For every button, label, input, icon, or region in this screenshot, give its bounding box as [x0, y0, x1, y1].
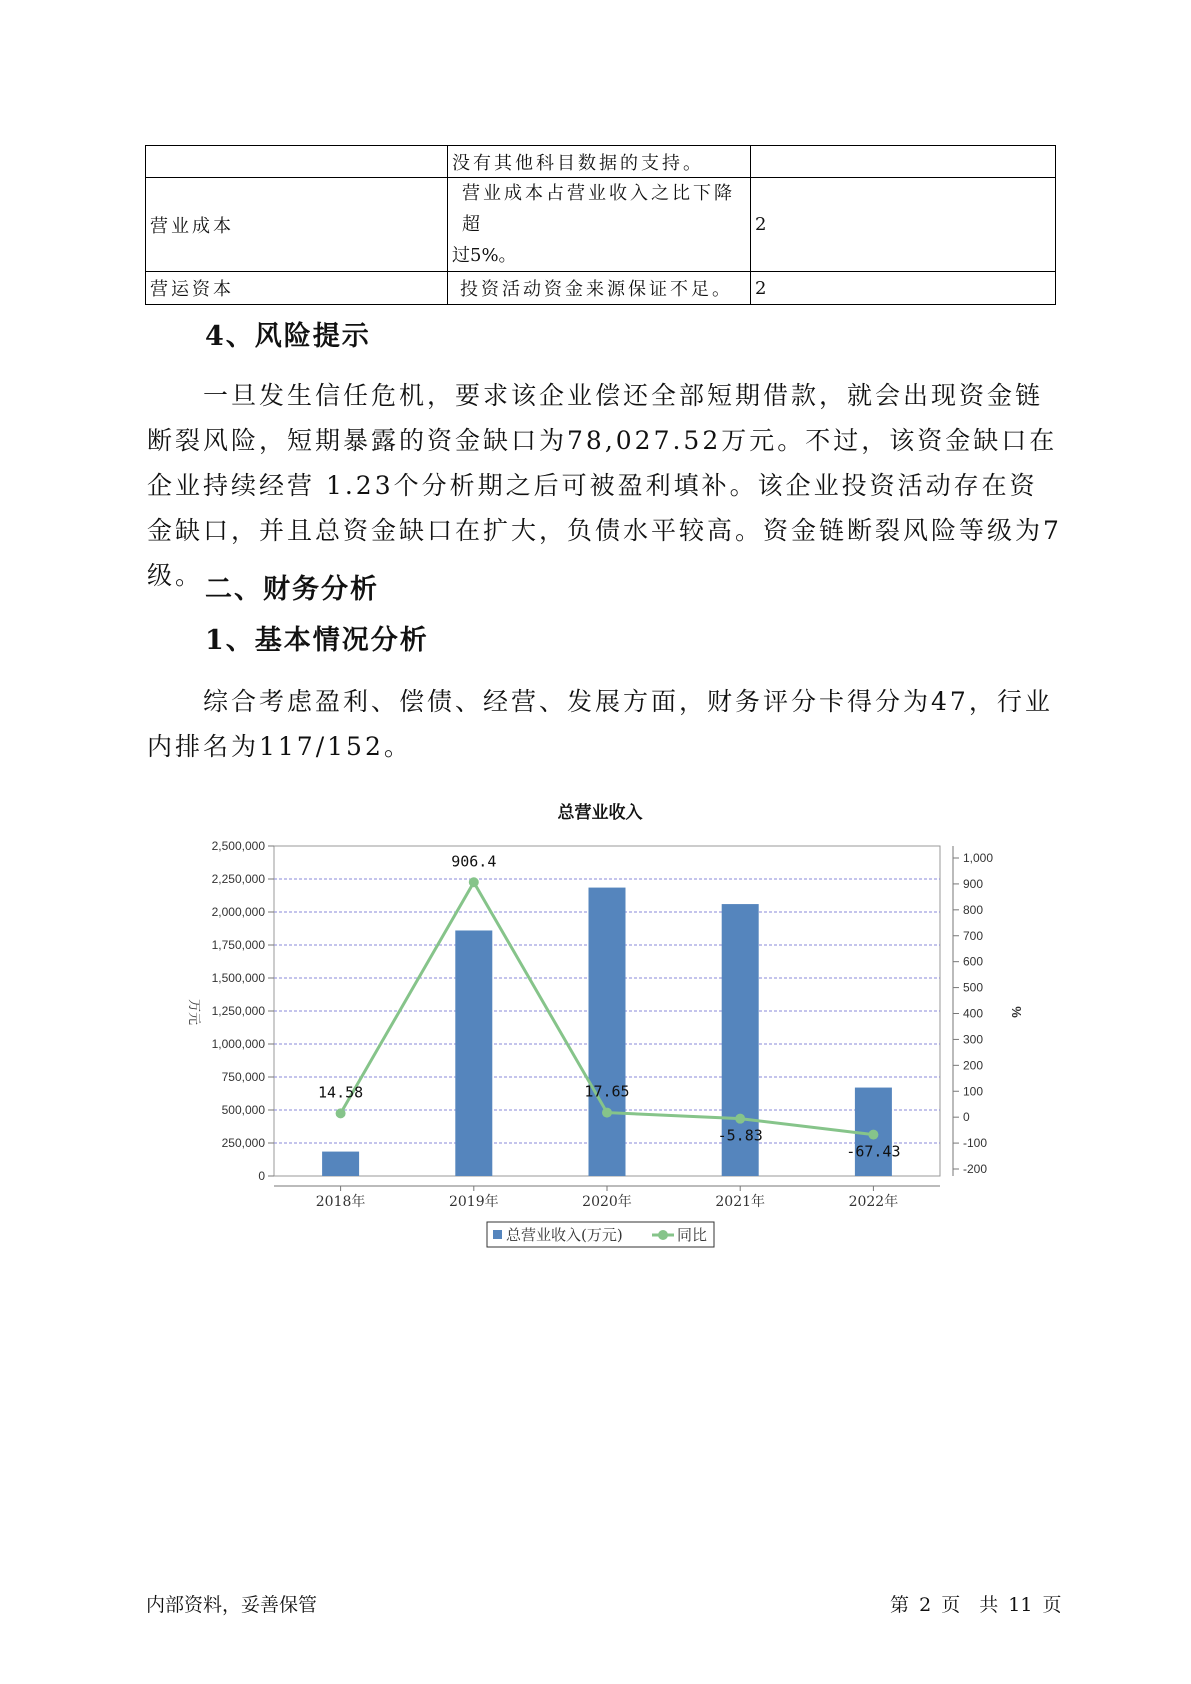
y2-tick-label: -100	[963, 1136, 988, 1151]
risk-heading: 4、风险提示	[205, 321, 371, 352]
y-tick-label: 1,000,000	[211, 1037, 265, 1051]
y-tick-label: 1,250,000	[211, 1004, 265, 1018]
data-label: 906.4	[451, 852, 497, 871]
table-row	[146, 272, 1056, 305]
risk-paragraph: 一旦发生信任危机，要求该企业偿还全部短期借款，就会出现资金链断裂风险，短期暴露的资金缺口为78,027.52万元。不过，该资金缺口在企业持续经营 1.23个分析期之后可被盈利填补。该企业投资活动存在资金缺口，并且总资金缺口在扩大，负债水平较高。资金链断裂风险等级为7级。	[147, 381, 1062, 590]
y2-tick-label: -200	[963, 1162, 988, 1176]
bar-series	[322, 888, 892, 1176]
y2-tick-label: 700	[963, 928, 984, 943]
x-tick-label: 2021年	[715, 1194, 766, 1210]
y-tick-label: 2,000,000	[211, 905, 265, 919]
x-tick-label: 2018年	[315, 1194, 366, 1210]
table-cell: 投资活动资金来源保证不足。	[448, 272, 751, 305]
table-cell-line: 营业成本占营业收入之比下降超	[462, 183, 735, 235]
y2-axis-label: %	[1009, 1006, 1024, 1018]
basic-analysis-heading: 1、基本情况分析	[205, 625, 429, 656]
y2-tick-label: 200	[963, 1058, 984, 1073]
table-cell: 营运资本	[146, 272, 448, 305]
table-cell	[448, 178, 751, 272]
bar	[322, 1152, 359, 1176]
left-axis-ticks	[212, 839, 274, 1183]
revenue-chart	[0, 790, 1191, 1260]
y2-tick-label: 600	[963, 954, 984, 969]
table-row	[146, 178, 1056, 272]
y2-tick-label: 1,000	[963, 851, 994, 865]
table-cell	[146, 146, 448, 178]
risk-table	[145, 145, 1056, 305]
yoy-point	[469, 877, 479, 887]
table-cell: 2	[751, 178, 1056, 272]
y-tick-label: 500,000	[221, 1103, 265, 1117]
yoy-point	[336, 1108, 346, 1118]
x-tick-label: 2022年	[848, 1194, 899, 1210]
yoy-point	[868, 1130, 878, 1140]
x-axis-ticks	[316, 1186, 898, 1210]
y-tick-label: 2,500,000	[211, 839, 265, 853]
page-mid: 页 共	[941, 1594, 999, 1616]
finance-heading: 二、财务分析	[205, 574, 379, 605]
yoy-point	[735, 1114, 745, 1124]
y2-tick-label: 900	[963, 876, 984, 891]
page-prefix: 第	[890, 1594, 910, 1616]
y2-tick-label: 800	[963, 902, 984, 917]
table-row	[146, 146, 1056, 178]
data-label: 17.65	[584, 1082, 630, 1101]
page-total: 11	[1008, 1594, 1033, 1616]
basic-analysis-paragraph: 综合考虑盈利、偿债、经营、发展方面，财务评分卡得分为47，行业内排名为117/152。	[147, 687, 1053, 761]
page-current: 2	[919, 1594, 932, 1616]
page-suffix: 页	[1042, 1594, 1062, 1616]
y2-tick-label: 100	[963, 1084, 984, 1099]
y-tick-label: 2,250,000	[211, 872, 265, 886]
y-tick-label: 250,000	[221, 1136, 265, 1150]
data-label: -67.43	[846, 1142, 901, 1161]
data-label: -5.83	[717, 1126, 763, 1145]
table-cell: 没有其他科目数据的支持。	[448, 146, 751, 178]
page-number	[888, 1590, 1064, 1617]
table-cell: 2	[751, 272, 1056, 305]
legend-line-label: 同比	[677, 1226, 708, 1244]
legend-bar-label: 总营业收入(万元)	[506, 1226, 623, 1244]
table-cell-line: 过5%。	[452, 245, 517, 266]
x-tick-label: 2019年	[448, 1194, 499, 1210]
data-label: 14.58	[318, 1083, 364, 1102]
chart-legend	[487, 1222, 714, 1247]
y2-tick-label: 300	[963, 1032, 984, 1047]
table-cell: 营业成本	[146, 178, 448, 272]
bar	[455, 930, 492, 1176]
y-axis-label: 万元	[187, 998, 202, 1026]
legend-bar-swatch	[493, 1230, 502, 1239]
y-tick-label: 1,500,000	[211, 971, 265, 985]
right-axis-ticks	[953, 851, 993, 1176]
table-cell	[751, 146, 1056, 178]
y2-tick-label: 500	[963, 980, 984, 995]
y2-tick-label: 0	[963, 1110, 970, 1125]
yoy-point	[602, 1108, 612, 1118]
footer-note: 内部资料，妥善保管	[146, 1594, 318, 1616]
y-tick-label: 750,000	[221, 1070, 265, 1084]
bar	[589, 888, 626, 1176]
chart-title: 总营业收入	[557, 803, 643, 822]
legend-line-marker	[658, 1230, 668, 1240]
y-tick-label: 0	[258, 1169, 265, 1183]
x-tick-label: 2020年	[582, 1194, 632, 1210]
y-tick-label: 1,750,000	[211, 938, 265, 952]
y2-tick-label: 400	[963, 1006, 984, 1021]
